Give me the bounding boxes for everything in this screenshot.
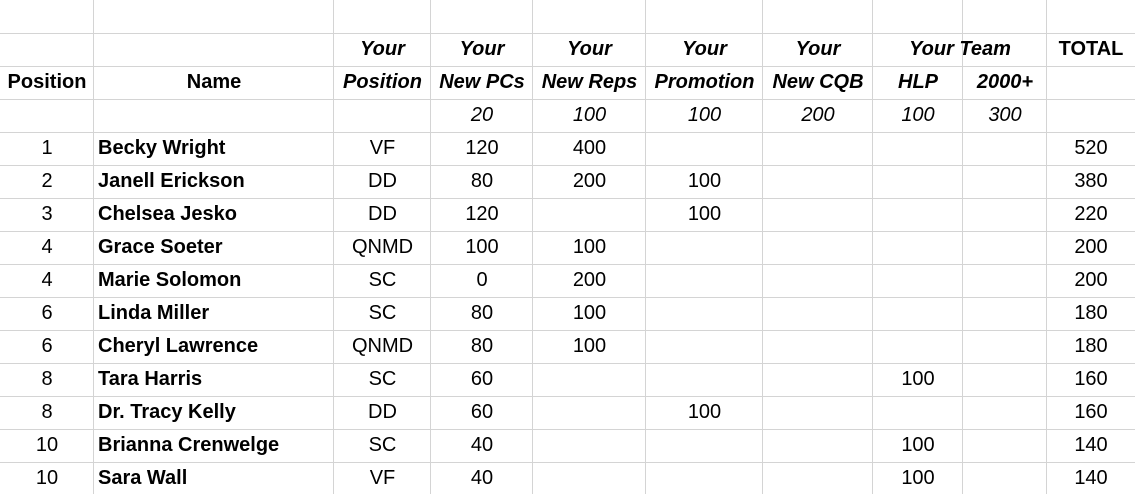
cell-position[interactable]: 8: [41, 401, 53, 423]
cell-name[interactable]: Tara Harris: [98, 368, 203, 390]
cell-total[interactable]: 140: [1074, 466, 1108, 489]
cell-new-pcs[interactable]: 120: [465, 203, 499, 225]
empty-cell[interactable]: [763, 0, 873, 33]
cell-new-reps[interactable]: 200: [572, 269, 607, 291]
cell-new-cqb[interactable]: [763, 297, 873, 330]
cell-new-pcs[interactable]: 80: [470, 335, 494, 357]
cell-2000plus[interactable]: [963, 165, 1047, 198]
cell-position[interactable]: 6: [41, 335, 53, 357]
cell-promotion[interactable]: [646, 429, 763, 462]
header2-total[interactable]: [1047, 66, 1135, 99]
cell-position[interactable]: 8: [41, 368, 53, 390]
empty-cell[interactable]: [431, 0, 533, 33]
cell-promotion[interactable]: 100: [687, 401, 722, 423]
cell-position[interactable]: 4: [41, 269, 53, 291]
cell-total[interactable]: 180: [1074, 302, 1108, 324]
cell-hlp[interactable]: [873, 198, 963, 231]
cell-new-cqb[interactable]: [763, 429, 873, 462]
cell-new-reps[interactable]: [533, 198, 646, 231]
cell-position[interactable]: 10: [35, 434, 59, 456]
cell-new-cqb[interactable]: [763, 132, 873, 165]
cell-new-pcs[interactable]: 40: [470, 434, 494, 456]
header2-hlp[interactable]: HLP: [898, 71, 938, 93]
cell-new-cqb[interactable]: [763, 462, 873, 494]
cell-name[interactable]: Linda Miller: [98, 302, 210, 324]
cell-hlp[interactable]: 100: [901, 368, 935, 390]
points-name[interactable]: [94, 99, 334, 132]
cell-name[interactable]: Sara Wall: [98, 466, 188, 489]
cell-total[interactable]: 200: [1074, 236, 1108, 258]
cell-new-reps[interactable]: 100: [572, 302, 607, 324]
cell-position[interactable]: 3: [41, 203, 53, 225]
empty-cell[interactable]: [963, 0, 1047, 33]
cell-hlp[interactable]: [873, 231, 963, 264]
cell-2000plus[interactable]: [963, 198, 1047, 231]
cell-name[interactable]: Brianna Crenwelge: [98, 434, 280, 456]
cell-new-cqb[interactable]: [763, 396, 873, 429]
points-promotion[interactable]: 100: [687, 104, 722, 126]
cell-new-cqb[interactable]: [763, 264, 873, 297]
header2-position[interactable]: Position: [7, 71, 87, 93]
header1-total[interactable]: TOTAL: [1058, 38, 1124, 60]
cell-hlp[interactable]: [873, 330, 963, 363]
points-new-pcs[interactable]: 20: [470, 104, 494, 126]
cell-hlp[interactable]: [873, 264, 963, 297]
cell-total[interactable]: 160: [1074, 401, 1108, 423]
cell-promotion[interactable]: [646, 231, 763, 264]
cell-new-reps[interactable]: [533, 462, 646, 494]
header1-your-position[interactable]: Your: [360, 38, 405, 60]
cell-new-reps[interactable]: [533, 429, 646, 462]
points-hlp[interactable]: 100: [901, 104, 935, 126]
cell-new-cqb[interactable]: [763, 198, 873, 231]
empty-cell[interactable]: [0, 0, 94, 33]
cell-your-position[interactable]: DD: [368, 170, 397, 192]
cell-hlp[interactable]: [873, 132, 963, 165]
cell-your-position[interactable]: QNMD: [351, 236, 414, 258]
cell-new-pcs[interactable]: 80: [470, 302, 494, 324]
points-your-position[interactable]: [334, 99, 431, 132]
cell-promotion[interactable]: [646, 363, 763, 396]
cell-hlp[interactable]: 100: [901, 466, 935, 489]
cell-new-reps[interactable]: 100: [572, 236, 607, 258]
cell-new-cqb[interactable]: [763, 165, 873, 198]
cell-new-cqb[interactable]: [763, 231, 873, 264]
empty-cell[interactable]: [334, 0, 431, 33]
cell-new-cqb[interactable]: [763, 330, 873, 363]
cell-2000plus[interactable]: [963, 462, 1047, 494]
cell-name[interactable]: Becky Wright: [98, 137, 226, 159]
cell-name[interactable]: Dr. Tracy Kelly: [98, 401, 236, 423]
empty-cell[interactable]: [873, 0, 963, 33]
cell-new-pcs[interactable]: 60: [470, 401, 494, 423]
cell-new-reps[interactable]: 200: [572, 170, 607, 192]
header2-2000plus[interactable]: 2000+: [976, 71, 1034, 93]
cell-new-reps[interactable]: 400: [572, 137, 607, 159]
cell-promotion[interactable]: [646, 330, 763, 363]
cell-position[interactable]: 6: [41, 302, 53, 324]
cell-name[interactable]: Grace Soeter: [98, 236, 223, 258]
cell-total[interactable]: 160: [1074, 368, 1108, 390]
cell-your-position[interactable]: DD: [368, 401, 397, 423]
cell-name[interactable]: Marie Solomon: [98, 269, 242, 291]
cell-total[interactable]: 140: [1074, 434, 1108, 456]
cell-your-position[interactable]: SC: [368, 434, 397, 456]
header1-promotion[interactable]: Your: [682, 38, 727, 60]
header2-your-position[interactable]: Position: [343, 71, 422, 93]
cell-total[interactable]: 180: [1074, 335, 1108, 357]
cell-2000plus[interactable]: [963, 330, 1047, 363]
cell-2000plus[interactable]: [963, 231, 1047, 264]
cell-2000plus[interactable]: [963, 297, 1047, 330]
points-total[interactable]: [1047, 99, 1135, 132]
cell-total[interactable]: 220: [1074, 203, 1108, 225]
points-new-reps[interactable]: 100: [572, 104, 607, 126]
cell-new-reps[interactable]: [533, 396, 646, 429]
cell-new-pcs[interactable]: 40: [470, 466, 494, 489]
cell-name[interactable]: Chelsea Jesko: [98, 203, 237, 225]
cell-position[interactable]: 4: [41, 236, 53, 258]
header2-new-pcs[interactable]: New PCs: [439, 71, 525, 93]
cell-your-position[interactable]: QNMD: [351, 335, 414, 357]
cell-new-pcs[interactable]: 0: [476, 269, 488, 291]
cell-total[interactable]: 380: [1074, 170, 1108, 192]
cell-position[interactable]: 2: [41, 170, 53, 192]
cell-hlp[interactable]: [873, 165, 963, 198]
cell-2000plus[interactable]: [963, 363, 1047, 396]
cell-position[interactable]: 10: [35, 466, 59, 489]
cell-new-pcs[interactable]: 120: [465, 137, 499, 159]
cell-promotion[interactable]: [646, 264, 763, 297]
cell-new-reps[interactable]: 100: [572, 335, 607, 357]
cell-total[interactable]: 520: [1074, 137, 1108, 159]
empty-cell[interactable]: [646, 0, 763, 33]
cell-your-position[interactable]: DD: [368, 203, 397, 225]
header2-new-reps[interactable]: New Reps: [541, 71, 638, 93]
header1-new-pcs[interactable]: Your: [459, 38, 505, 60]
cell-hlp[interactable]: [873, 297, 963, 330]
empty-cell[interactable]: [94, 0, 334, 33]
cell-promotion[interactable]: 100: [687, 203, 722, 225]
cell-new-reps[interactable]: [533, 363, 646, 396]
header2-promotion[interactable]: Promotion: [654, 71, 755, 93]
cell-promotion[interactable]: [646, 132, 763, 165]
cell-name[interactable]: Janell Erickson: [98, 170, 245, 192]
cell-new-pcs[interactable]: 60: [470, 368, 494, 390]
header1-position[interactable]: [0, 33, 94, 66]
cell-new-pcs[interactable]: 80: [470, 170, 494, 192]
cell-new-pcs[interactable]: 100: [465, 236, 499, 258]
cell-your-position[interactable]: VF: [369, 137, 396, 159]
cell-name[interactable]: Cheryl Lawrence: [98, 335, 259, 357]
cell-your-position[interactable]: VF: [369, 466, 396, 489]
points-new-cqb[interactable]: 200: [801, 104, 835, 126]
header2-new-cqb[interactable]: New CQB: [772, 71, 864, 93]
header1-new-cqb[interactable]: Your: [795, 38, 841, 60]
cell-new-cqb[interactable]: [763, 363, 873, 396]
empty-cell[interactable]: [533, 0, 646, 33]
cell-2000plus[interactable]: [963, 132, 1047, 165]
cell-2000plus[interactable]: [963, 396, 1047, 429]
cell-2000plus[interactable]: [963, 429, 1047, 462]
cell-total[interactable]: 200: [1074, 269, 1108, 291]
cell-hlp[interactable]: [873, 396, 963, 429]
cell-promotion[interactable]: 100: [687, 170, 722, 192]
cell-promotion[interactable]: [646, 297, 763, 330]
cell-promotion[interactable]: [646, 462, 763, 494]
cell-position[interactable]: 1: [41, 137, 53, 159]
points-position[interactable]: [0, 99, 94, 132]
header-your-team[interactable]: Your Team: [909, 38, 1011, 60]
cell-your-position[interactable]: SC: [368, 269, 397, 291]
empty-cell[interactable]: [1047, 0, 1135, 33]
cell-2000plus[interactable]: [963, 264, 1047, 297]
cell-your-position[interactable]: SC: [368, 302, 397, 324]
header1-name[interactable]: [94, 33, 334, 66]
header2-name[interactable]: Name: [186, 71, 242, 93]
cell-your-position[interactable]: SC: [368, 368, 397, 390]
cell-hlp[interactable]: 100: [901, 434, 935, 456]
points-2000plus[interactable]: 300: [988, 104, 1022, 126]
header1-new-reps[interactable]: Your: [567, 38, 612, 60]
